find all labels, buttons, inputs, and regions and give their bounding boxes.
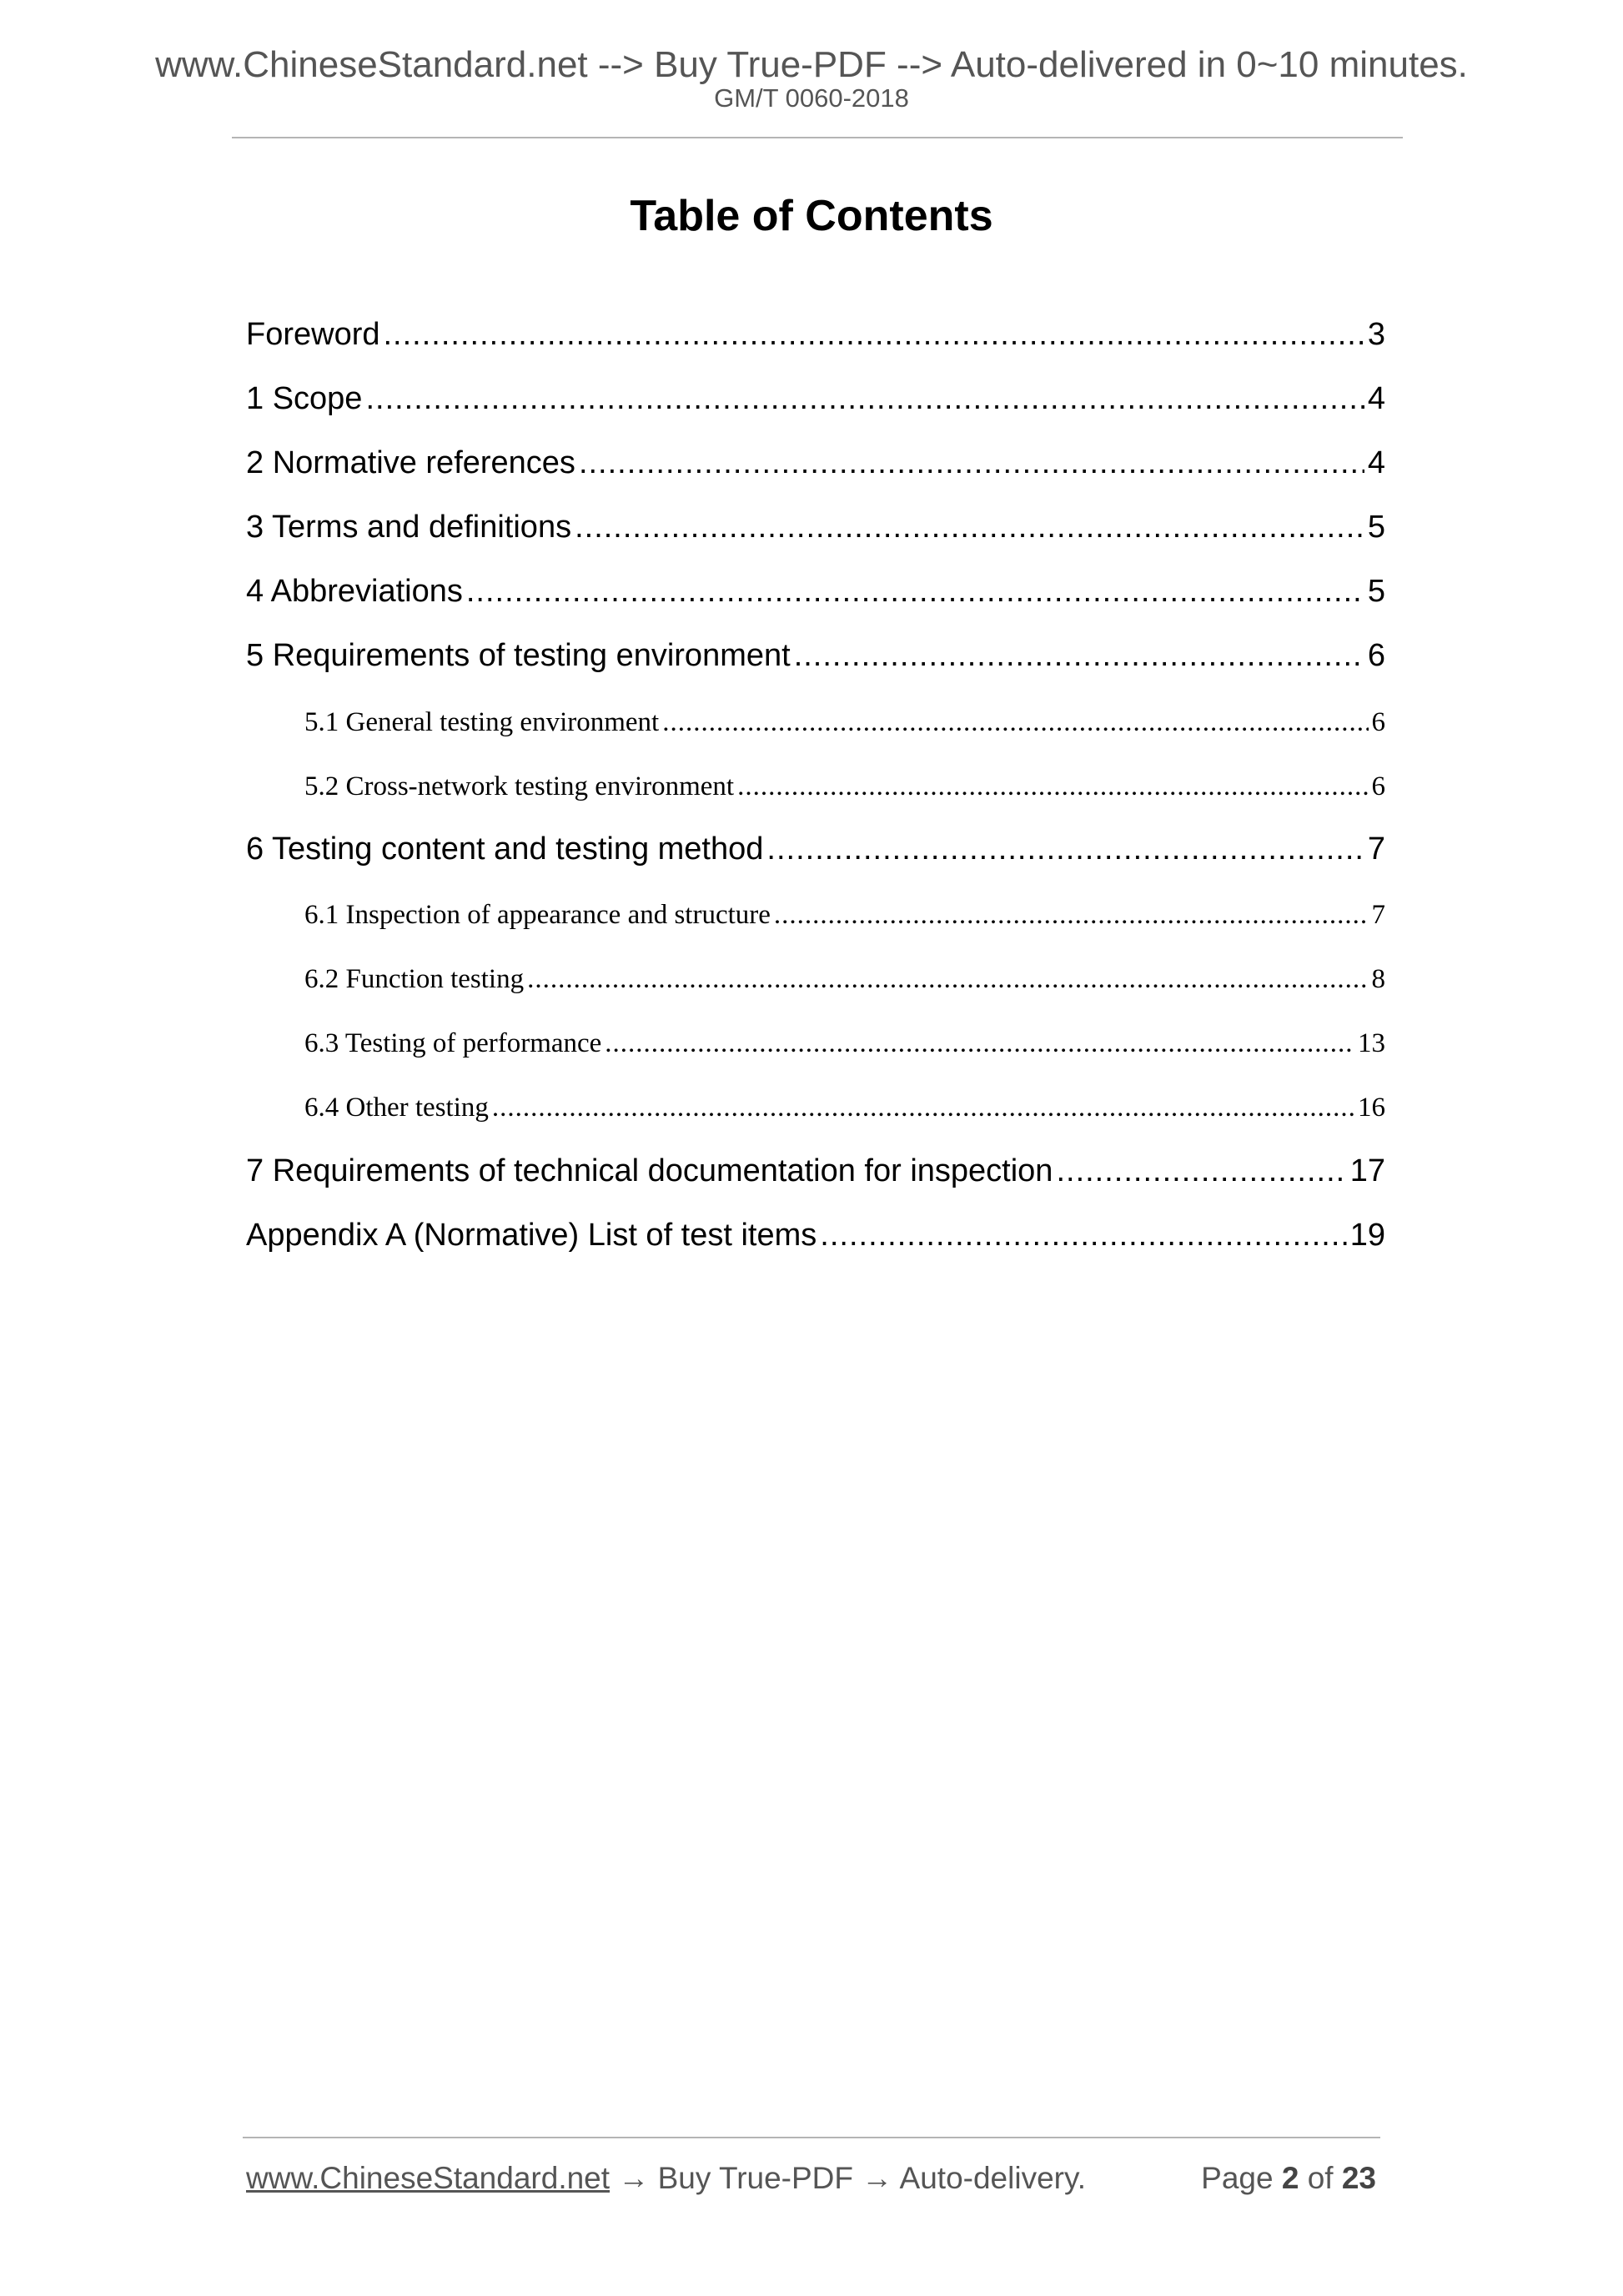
toc-entry-cross-network-environment[interactable] bbox=[304, 770, 1385, 803]
footer-divider bbox=[243, 2137, 1380, 2138]
toc-entry-page: 3 bbox=[1367, 317, 1385, 352]
arrow-right-icon: → bbox=[862, 2161, 893, 2195]
toc-entry-page: 4 bbox=[1367, 445, 1385, 480]
toc-entry-general-testing-environment[interactable] bbox=[304, 706, 1385, 739]
toc-entry-label: 7 Requirements of technical documentation for inspection bbox=[246, 1153, 1053, 1188]
toc-entry-testing-content-method[interactable] bbox=[246, 830, 1385, 868]
footer-buy-text: Buy True-PDF bbox=[657, 2161, 854, 2195]
dot-leader bbox=[527, 962, 1368, 996]
dot-leader bbox=[575, 508, 1364, 546]
toc-entry-page: 7 bbox=[1367, 831, 1385, 867]
dot-leader bbox=[384, 315, 1364, 354]
toc-entry-label: 6.3 Testing of performance bbox=[304, 1028, 602, 1058]
dot-leader bbox=[820, 1216, 1346, 1254]
dot-leader bbox=[466, 572, 1364, 610]
standard-code: GM/T 0060-2018 bbox=[714, 83, 909, 113]
toc-entry-page: 6 bbox=[1367, 638, 1385, 673]
page-footer bbox=[246, 2158, 1380, 2199]
arrow-right-icon: → bbox=[618, 2161, 650, 2195]
page-indicator bbox=[1201, 2158, 1376, 2199]
dot-leader bbox=[579, 444, 1364, 482]
toc-entry-page: 4 bbox=[1367, 381, 1385, 416]
of-label: of bbox=[1307, 2161, 1334, 2195]
toc-entry-page: 17 bbox=[1349, 1153, 1385, 1188]
toc-entry-label: Foreword bbox=[246, 317, 380, 352]
toc-entry-page: 6 bbox=[1371, 707, 1385, 737]
toc-entry-label: 2 Normative references bbox=[246, 445, 575, 480]
toc-entry-page: 6 bbox=[1371, 771, 1385, 801]
dot-leader bbox=[492, 1091, 1354, 1124]
dot-leader bbox=[365, 379, 1364, 418]
toc-entry-normative-references[interactable] bbox=[246, 444, 1385, 482]
footer-delivery-text: Auto-delivery. bbox=[899, 2161, 1087, 2195]
dot-leader bbox=[737, 770, 1368, 803]
dot-leader bbox=[605, 1027, 1354, 1060]
dot-leader bbox=[774, 898, 1369, 932]
page-title: Table of Contents bbox=[630, 192, 993, 240]
toc-entry-abbreviations[interactable] bbox=[246, 572, 1385, 610]
toc-entry-label: 6.1 Inspection of appearance and structure bbox=[304, 900, 771, 930]
toc-entry-terms-definitions[interactable] bbox=[246, 508, 1385, 546]
toc-entry-label: 4 Abbreviations bbox=[246, 574, 463, 609]
toc-entry-appendix-a[interactable] bbox=[246, 1216, 1385, 1254]
dot-leader bbox=[794, 636, 1364, 675]
toc-entry-label: 6 Testing content and testing method bbox=[246, 831, 764, 867]
toc-entry-testing-environment[interactable] bbox=[246, 636, 1385, 675]
total-pages-number: 23 bbox=[1341, 2161, 1376, 2195]
header-banner: www.ChineseStandard.net --> Buy True-PDF --> Auto-delivered in 0~10 minutes. bbox=[155, 44, 1468, 85]
toc-entry-label: 3 Terms and definitions bbox=[246, 510, 572, 545]
toc-entry-appearance-structure[interactable] bbox=[304, 898, 1385, 932]
toc-entry-page: 7 bbox=[1371, 900, 1385, 930]
toc-entry-label: 5 Requirements of testing environment bbox=[246, 638, 791, 673]
toc-entry-label: 6.2 Function testing bbox=[304, 964, 525, 994]
toc-entry-label: 5.2 Cross-network testing environment bbox=[304, 771, 735, 801]
toc-entry-technical-documentation[interactable] bbox=[246, 1152, 1385, 1190]
toc-entry-label: 1 Scope bbox=[246, 381, 363, 416]
header-divider bbox=[232, 137, 1403, 138]
toc-entry-page: 8 bbox=[1371, 964, 1385, 994]
footer-site-link[interactable]: www.ChineseStandard.net bbox=[246, 2161, 611, 2195]
toc-entry-page: 19 bbox=[1349, 1218, 1385, 1253]
toc-entry-page: 5 bbox=[1367, 574, 1385, 609]
toc-entry-other-testing[interactable] bbox=[304, 1091, 1385, 1124]
toc-entry-function-testing[interactable] bbox=[304, 962, 1385, 996]
toc-entry-page: 13 bbox=[1358, 1028, 1385, 1058]
toc-entry-label: 6.4 Other testing bbox=[304, 1093, 489, 1123]
dot-leader bbox=[662, 706, 1368, 739]
toc-entry-scope[interactable] bbox=[246, 379, 1385, 418]
toc-entry-page: 5 bbox=[1367, 510, 1385, 545]
toc-entry-label: 5.1 General testing environment bbox=[304, 707, 660, 737]
current-page-number: 2 bbox=[1281, 2161, 1299, 2195]
toc-entry-page: 16 bbox=[1358, 1093, 1385, 1123]
toc-entry-foreword[interactable] bbox=[246, 315, 1385, 354]
toc-entry-testing-performance[interactable] bbox=[304, 1027, 1385, 1060]
dot-leader bbox=[1056, 1152, 1346, 1190]
page-label: Page bbox=[1201, 2161, 1274, 2195]
dot-leader bbox=[766, 830, 1364, 868]
toc-entry-label: Appendix A (Normative) List of test items bbox=[246, 1218, 817, 1253]
footer-promo bbox=[246, 2158, 1086, 2199]
